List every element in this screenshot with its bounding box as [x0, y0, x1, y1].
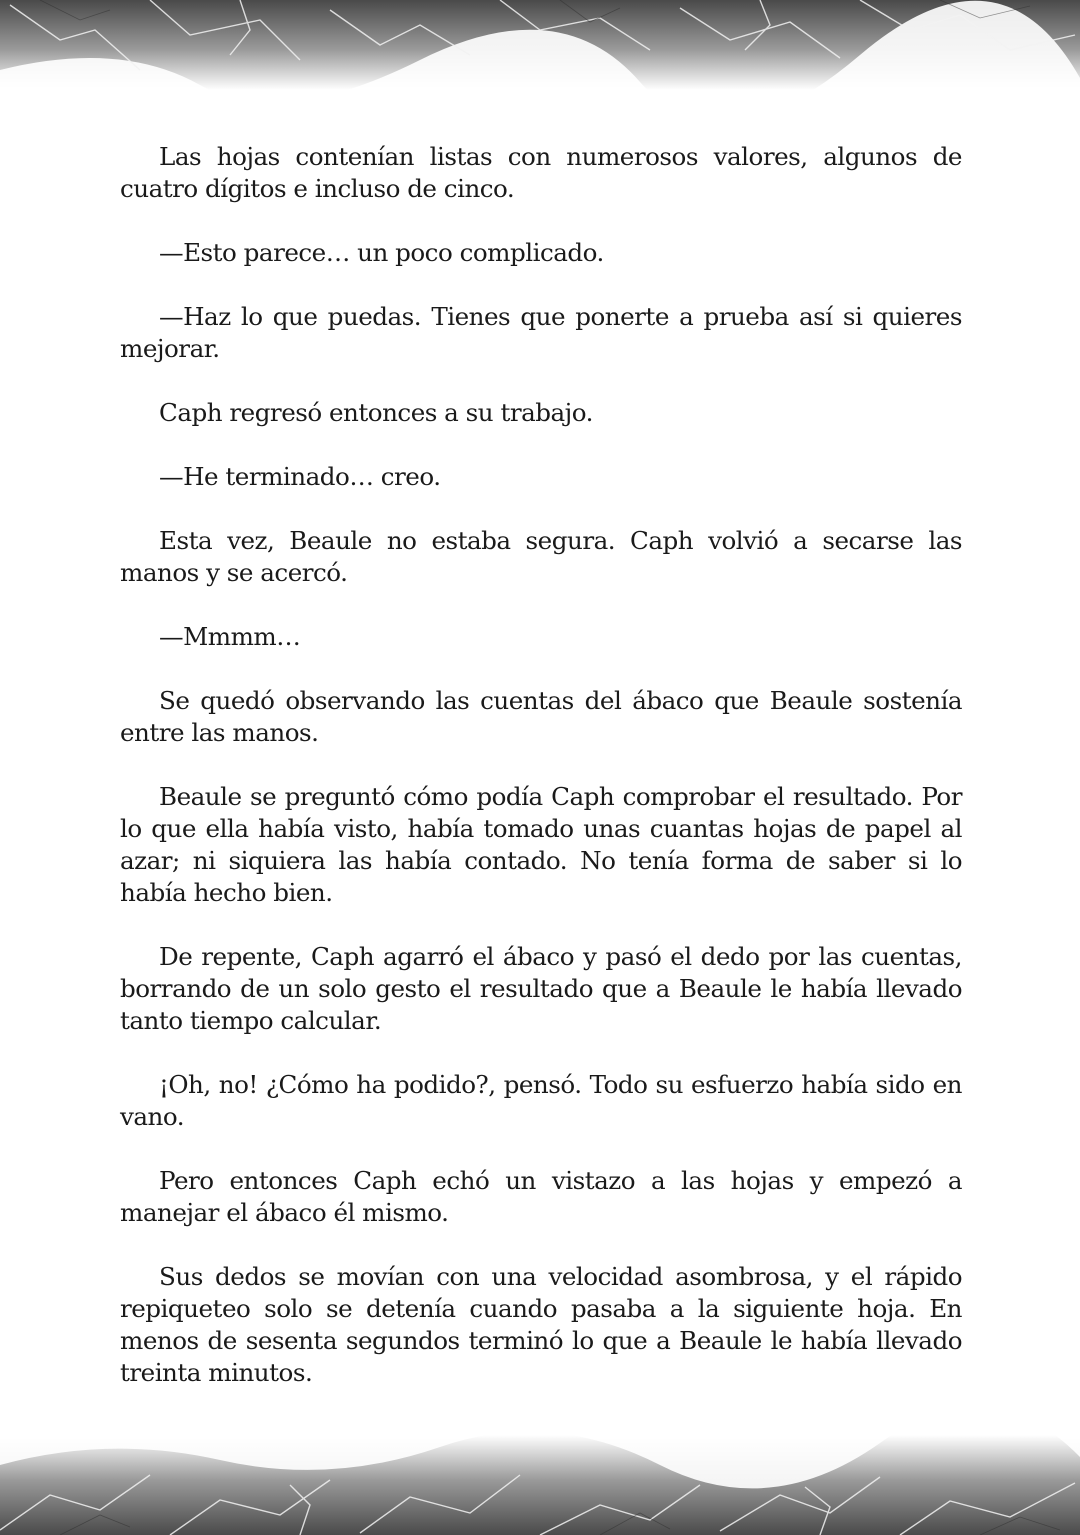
paragraph: —Haz lo que puedas. Tienes que ponerte a prueba así si quieres mejorar. [120, 302, 962, 363]
paragraph: Caph regresó entonces a su trabajo. [159, 398, 593, 427]
paragraph: Esta vez, Beaule no estaba segura. Caph volvió a secarse las manos y se acercó. [120, 526, 962, 587]
paragraph: —He terminado… creo. [159, 462, 441, 491]
paragraph: Se quedó observando las cuentas del ábaco que Beaule sostenía entre las manos. [120, 686, 962, 747]
paragraph: ¡Oh, no! ¿Cómo ha podido?, pensó. Todo su esfuerzo había sido en vano. [120, 1070, 962, 1131]
body-text [120, 141, 962, 1389]
paragraph: Sus dedos se movían con una velocidad asombrosa, y el rápido repiqueteo solo se detenía cuando pasaba a la siguiente hoja. En menos de sesenta segundos terminó lo que a Beaule le había llevado treinta minutos. [120, 1262, 962, 1387]
paragraph: De repente, Caph agarró el ábaco y pasó el dedo por las cuentas, borrando de un solo gesto el resultado que a Beaule le había llevado tanto tiempo calcular. [120, 942, 962, 1035]
paragraph: Las hojas contenían listas con numerosos valores, algunos de cuatro dígitos e incluso de cinco. [120, 142, 962, 203]
paragraph: Beaule se preguntó cómo podía Caph comprobar el resultado. Por lo que ella había visto, había tomado unas cuantas hojas de papel al azar; ni siquiera las había contado. No tenía forma de saber si lo había hecho bien. [120, 782, 962, 907]
bottom-marble-texture [0, 1435, 1080, 1535]
paragraph: Pero entonces Caph echó un vistazo a las hojas y empezó a manejar el ábaco él mismo. [120, 1166, 962, 1227]
paragraph: —Esto parece… un poco complicado. [159, 238, 604, 267]
top-marble-texture [0, 0, 1080, 90]
paragraph: —Mmmm… [159, 622, 301, 651]
